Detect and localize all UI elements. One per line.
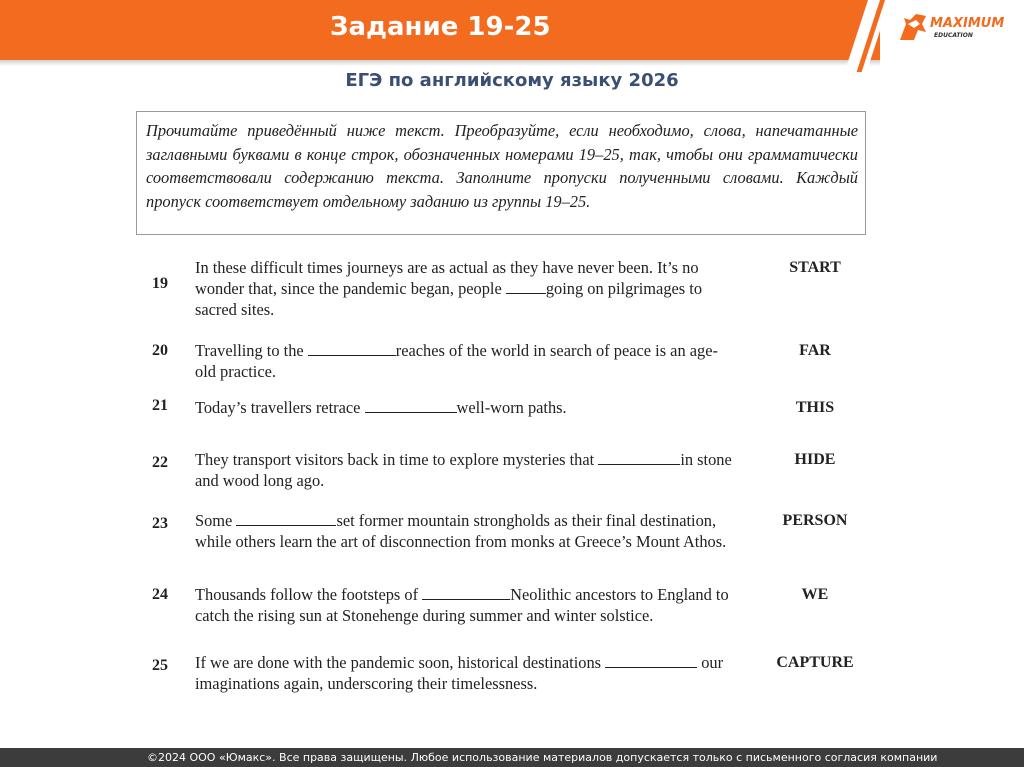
task-sentence xyxy=(195,449,740,491)
task-number: 20 xyxy=(152,342,168,359)
task-sentence xyxy=(195,257,740,320)
answer-blank[interactable] xyxy=(605,653,697,668)
task-text-before: Today’s travellers retrace xyxy=(195,398,365,417)
task-keyword: PERSON xyxy=(782,512,848,529)
task-keyword: START xyxy=(789,259,841,276)
task-text-after: our imaginations again, underscoring their timelessness. xyxy=(195,653,724,693)
copyright-text: ©2024 ООО «Юмакс». Все права защищены. Любое использование материалов допускается только с письменного согласия компании xyxy=(147,751,938,764)
slide-title: Задание 19-25 xyxy=(330,12,551,42)
footer-bar xyxy=(0,748,1024,767)
task-number: 23 xyxy=(152,515,168,532)
task-text-before: Some xyxy=(195,511,237,530)
task-text-before: They transport visitors back in time to explore mysteries that xyxy=(195,450,599,469)
task-sentence xyxy=(195,584,740,626)
answer-blank[interactable] xyxy=(308,341,396,356)
header-shadow xyxy=(0,60,880,66)
logo-name: MAXIMUM xyxy=(930,16,1005,31)
task-text-before: In these difficult times journeys are as actual as they have never been. It’s no wonder that, since the pandemic began, people xyxy=(195,258,699,298)
horse-icon xyxy=(896,10,930,44)
task-number: 21 xyxy=(152,397,168,414)
task-sentence xyxy=(195,652,740,694)
task-number: 19 xyxy=(152,275,168,292)
task-keyword: FAR xyxy=(799,342,831,359)
task-keyword: HIDE xyxy=(794,451,836,468)
task-keyword: WE xyxy=(801,586,829,603)
logo-tagline: EDUCATION xyxy=(934,32,973,39)
answer-blank[interactable] xyxy=(598,450,680,465)
answer-blank[interactable] xyxy=(365,398,457,413)
task-text-after: well-worn paths. xyxy=(456,398,567,417)
task-sentence xyxy=(195,340,740,382)
task-sentence xyxy=(195,510,740,552)
instruction-box xyxy=(136,111,866,235)
task-keyword: CAPTURE xyxy=(776,654,854,671)
task-text-after: in stone and wood long ago. xyxy=(195,450,732,490)
task-text-after: Neolithic ancestors to England to catch the rising sun at Stonehenge during summer and winter solstice. xyxy=(195,585,729,625)
maximum-logo xyxy=(896,10,1018,46)
task-text-before: Travelling to the xyxy=(195,341,308,360)
answer-blank[interactable] xyxy=(506,279,546,294)
task-number: 25 xyxy=(152,657,168,674)
slide-subtitle: ЕГЭ по английскому языку 2026 xyxy=(345,70,679,91)
task-keyword: THIS xyxy=(795,399,835,416)
task-text-before: If we are done with the pandemic soon, historical destinations xyxy=(195,653,606,672)
task-sentence xyxy=(195,397,740,418)
task-number: 22 xyxy=(152,454,168,471)
task-text-before: Thousands follow the footsteps of xyxy=(195,585,423,604)
answer-blank[interactable] xyxy=(236,511,336,526)
task-text-after: going on pilgrimages to sacred sites. xyxy=(195,279,703,319)
task-text-after: set former mountain strongholds as their final destination, while others learn the art of disconnection from monks at Greece’s Mount Athos. xyxy=(195,511,727,551)
task-number: 24 xyxy=(152,586,168,603)
answer-blank[interactable] xyxy=(422,585,510,600)
task-text-after: reaches of the world in search of peace is an age- old practice. xyxy=(195,341,718,381)
instruction-text: Прочитайте приведённый ниже текст. Преобразуйте, если необходимо, слова, напечатанные заглавными буквами в конце строк, обозначенных номерами 19–25, так, чтобы они грамматически соответствовали содержанию текста. Заполните пропуски полученными словами. Каждый пропуск соответствует отдельному заданию из группы 19–25. xyxy=(146,121,858,211)
